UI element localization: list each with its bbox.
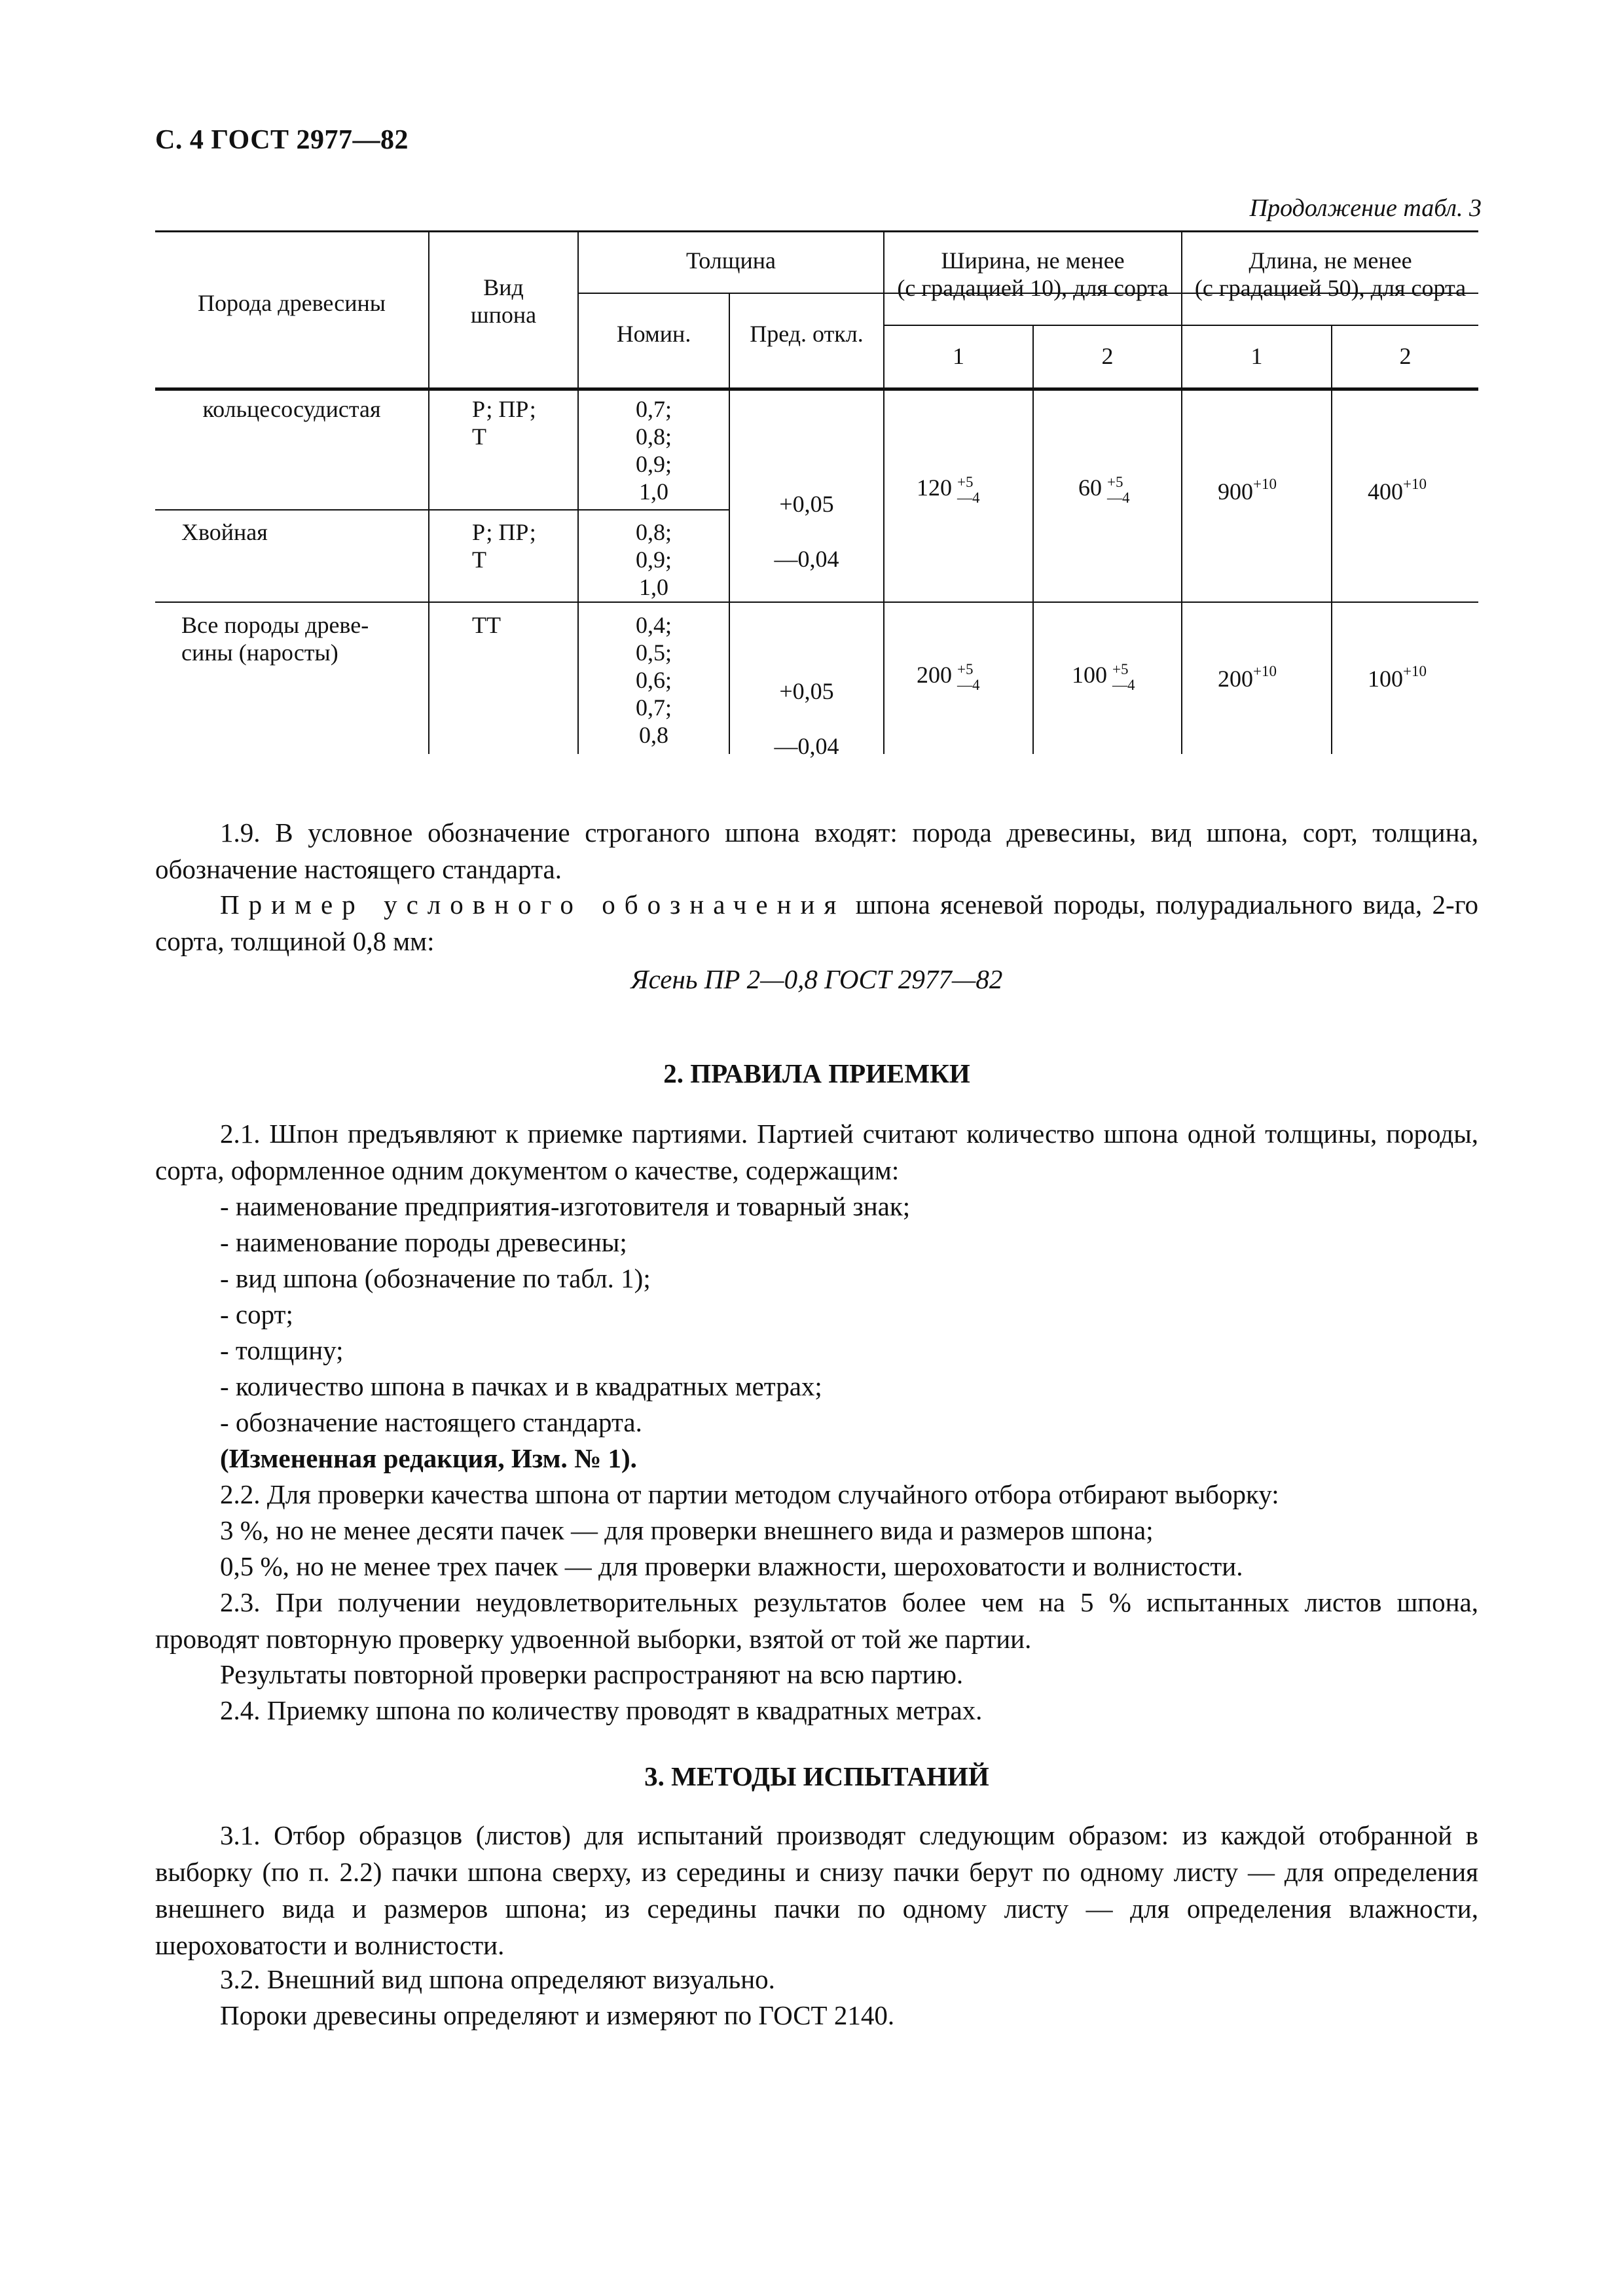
group1-length-1 [1218, 478, 1277, 505]
col-line-5 [1032, 326, 1034, 754]
list-item: - наименование породы древесины; [220, 1227, 627, 1257]
amendment-note: (Измененная редакция, Изм. № 1). [220, 1443, 637, 1473]
group2-width-2 [1072, 661, 1135, 693]
col-line-4 [883, 230, 884, 754]
table-top-rule [155, 230, 1478, 232]
group1-dev-plus: +0,05 [779, 491, 834, 517]
row1-species: кольцесосудистая [202, 396, 381, 422]
group2-width-1 [917, 661, 980, 693]
group1-length-2-value: 400 [1368, 478, 1403, 505]
header-deviation: Пред. откл. [750, 321, 864, 347]
list-item: - вид шпона (обозначение по табл. 1); [220, 1263, 651, 1293]
table-caption: Продолжение табл. 3 [1249, 194, 1482, 222]
list-item: - обозначение настоящего стандарта. [220, 1407, 642, 1437]
paragraph-2-3-b: Результаты повторной проверки распространяют на всю партию. [220, 1659, 964, 1689]
header-width: Ширина, не менее (с градацией 10), для сорта [897, 247, 1169, 301]
row3-type: ТТ [472, 612, 501, 638]
group2-length-2-tol: +10 [1403, 663, 1427, 679]
section-heading-3: 3. МЕТОДЫ ИСПЫТАНИЙ [644, 1761, 989, 1791]
row-divider-1 [155, 509, 729, 511]
paragraph-example-intro [155, 886, 1478, 960]
group2-deviation [730, 650, 883, 760]
header-veneer-type: Вид шпона [470, 274, 537, 328]
group1-length-1-tol: +10 [1253, 476, 1277, 492]
row1-type: Р; ПР; Т [472, 396, 536, 450]
paragraph-2-1: 2.1. Шпон предъявляют к приемке партиями. Партией считают количество шпона одной толщины, породы, сорта, оформленное одним документом о качестве, содержащим: [155, 1119, 1478, 1185]
group2-length-1 [1218, 665, 1277, 692]
dimensions-table [155, 230, 1478, 759]
header-length: Длина, не менее (с градацией 50), для сорта [1194, 247, 1467, 301]
example-designation: Ясень ПР 2—0,8 ГОСТ 2977—82 [630, 964, 1003, 994]
paragraph-2-4: 2.4. Приемку шпона по количеству проводят в квадратных метрах. [220, 1695, 983, 1725]
group2-width-2-value: 100 [1072, 662, 1107, 688]
row2-species: Хвойная [181, 519, 268, 545]
group1-width-1-tol-down: —4 [957, 489, 980, 506]
group1-width-1-value: 120 [917, 475, 952, 501]
paragraph-3-2: 3.2. Внешний вид шпона определяют визуально. [220, 1964, 775, 1994]
row2-nominal: 0,8; 0,9; 1,0 [635, 519, 672, 600]
group1-width-1-tol-up: +5 [957, 473, 974, 490]
paragraph-3-1: 3.1. Отбор образцов (листов) для испытаний производят следующим образом: из каждой отобранной в выборку (по п. 2.2) пачки шпона сверху, из середины и снизу пачки берут по одному листу — для определения внешнего вида и размеров шпона; из середины пачки по одному листу — для определения влажности, шероховатости и волнистости. [155, 1820, 1478, 1960]
header-thickness: Толщина [685, 247, 776, 274]
group1-width-2-value: 60 [1078, 475, 1102, 501]
list-item: - толщину; [220, 1335, 344, 1365]
group2-length-1-value: 200 [1218, 666, 1253, 692]
group1-dev-minus: —0,04 [774, 546, 839, 572]
group1-width-2-tol-down: —4 [1107, 489, 1130, 506]
group2-length-2 [1368, 665, 1427, 692]
group-divider [155, 601, 1478, 603]
group1-length-1-value: 900 [1218, 478, 1253, 505]
paragraph-2-2: 2.2. Для проверки качества шпона от партии методом случайного отбора отбирают выборку: [220, 1479, 1279, 1509]
group2-width-1-tol-down: —4 [957, 676, 980, 693]
group1-length-2 [1368, 478, 1427, 505]
header-width-grade-1: 1 [953, 343, 964, 369]
paragraph-2-2-a: 3 %, но не менее десяти пачек — для проверки внешнего вида и размеров шпона; [220, 1515, 1154, 1545]
group2-width-2-tol-up: +5 [1112, 660, 1129, 677]
group2-dev-minus: —0,04 [774, 733, 839, 759]
row3-species: Все породы древе- сины (наросты) [181, 612, 369, 666]
list-item: - наименование предприятия-изготовителя и товарный знак; [220, 1191, 911, 1221]
section-heading-2: 2. ПРАВИЛА ПРИЕМКИ [663, 1058, 970, 1088]
group2-length-1-tol: +10 [1253, 663, 1277, 679]
group1-deviation [730, 463, 883, 573]
group1-width-2-tol-up: +5 [1107, 473, 1123, 490]
header-nominal: Номин. [616, 321, 691, 347]
group2-width-2-tol-down: —4 [1112, 676, 1135, 693]
paragraph-2-3: 2.3. При получении неудовлетворительных результатов более чем на 5 % испытанных листов шпона, проводят повторную проверку удвоенной выборки, взятой от той же партии. [155, 1587, 1478, 1654]
col-line-7 [1331, 326, 1332, 754]
example-label: Пример условного обозначения [220, 889, 846, 920]
row2-type: Р; ПР; Т [472, 519, 536, 573]
group1-width-1 [917, 474, 980, 506]
header-width-grade-2: 2 [1101, 343, 1114, 369]
group2-dev-plus: +0,05 [779, 678, 834, 704]
row1-nominal: 0,7; 0,8; 0,9; 1,0 [635, 396, 672, 505]
group1-width-2 [1078, 474, 1130, 506]
paragraph-2-2-b: 0,5 %, но не менее трех пачек — для проверки влажности, шероховатости и волнистости. [220, 1551, 1243, 1581]
col-line-6 [1181, 230, 1182, 754]
list-item: - количество шпона в пачках и в квадратных метрах; [220, 1371, 822, 1401]
group2-width-1-value: 200 [917, 662, 952, 688]
example-intro-rest: шпона ясеневой породы, полурадиального вида, 2-го сорта, толщиной 0,8 мм: [155, 889, 1479, 956]
paragraph-3-2-b: Пороки древесины определяют и измеряют по ГОСТ 2140. [220, 2000, 895, 2030]
paragraph-1-9: 1.9. В условное обозначение строганого шпона входят: порода древесины, вид шпона, сорт, толщина, обозначение настоящего стандарта. [155, 817, 1478, 884]
header-length-grade-2: 2 [1399, 343, 1412, 369]
page-header: С. 4 ГОСТ 2977—82 [155, 125, 409, 155]
group1-length-2-tol: +10 [1403, 476, 1427, 492]
row3-nominal: 0,4; 0,5; 0,6; 0,7; 0,8 [635, 612, 672, 748]
header-bottom-rule [155, 387, 1478, 391]
group2-length-2-value: 100 [1368, 666, 1403, 692]
header-species: Порода древесины [198, 290, 386, 316]
list-item: - сорт; [220, 1299, 293, 1329]
header-length-grade-1: 1 [1250, 343, 1263, 369]
group2-width-1-tol-up: +5 [957, 660, 974, 677]
